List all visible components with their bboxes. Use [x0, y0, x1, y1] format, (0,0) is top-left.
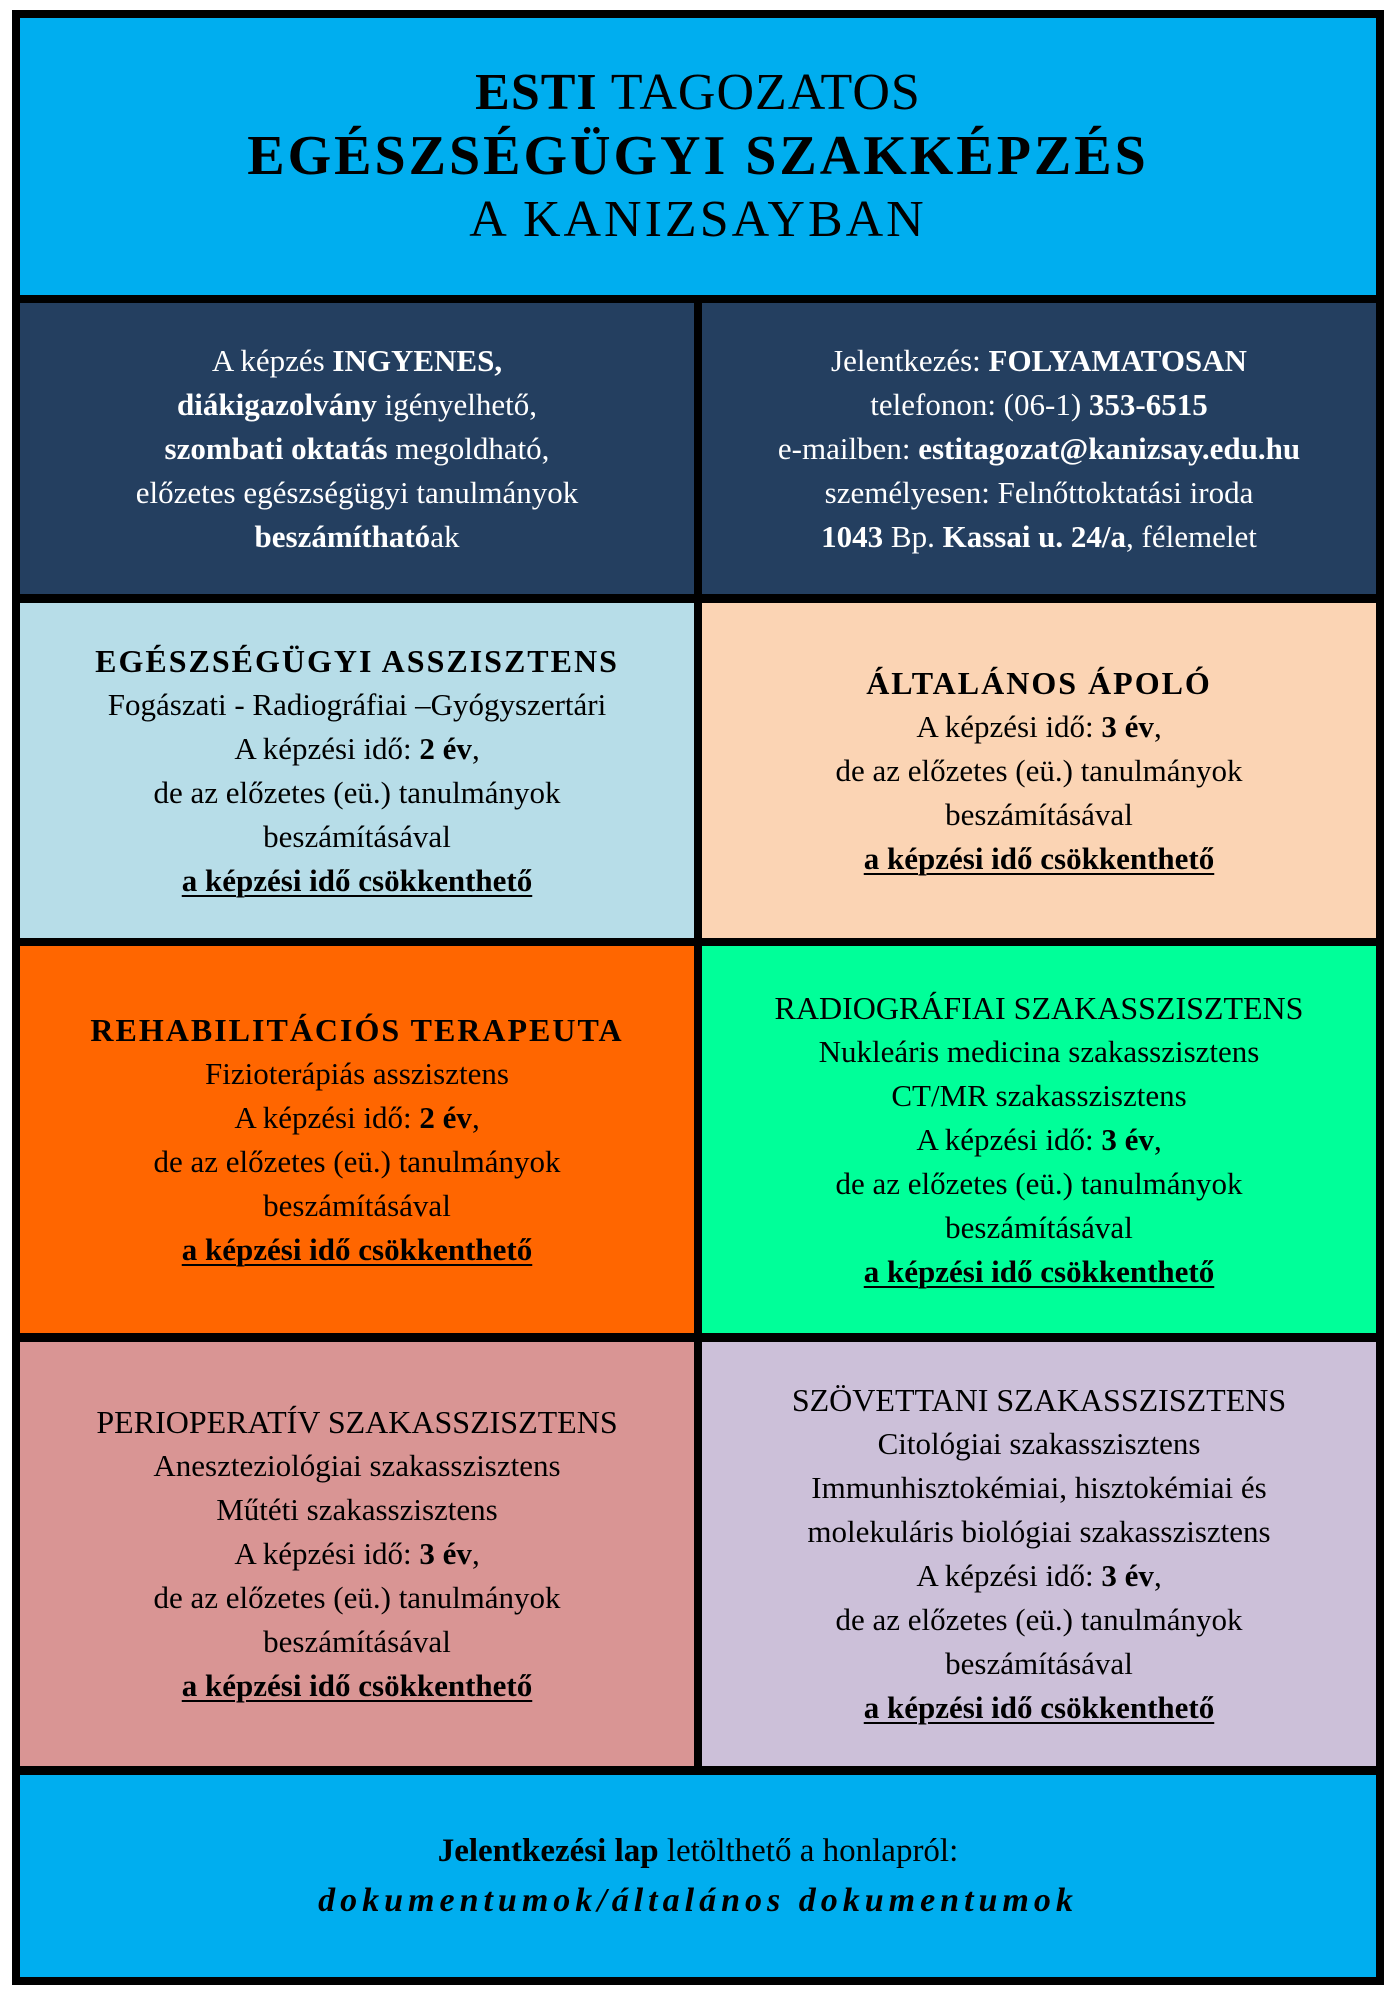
contact-email: e-mailben: estitagozat@kanizsay.edu.hu — [777, 430, 1301, 466]
program-specialization: Fogászati - Radiográfiai –Gyógyszertári — [107, 686, 607, 722]
header-line-1 — [475, 63, 921, 123]
application-status: Jelentkezés: FOLYAMATOSAN — [831, 342, 1247, 378]
poster-frame — [12, 10, 1384, 1985]
program-crediting: beszámításával — [263, 1624, 451, 1659]
header-line-3: A KANIZSAYBAN — [469, 190, 927, 248]
program-prior-studies: de az előzetes (eü.) tanulmányok — [835, 1165, 1243, 1201]
benefit-creditable: beszámíthatóak — [254, 518, 460, 554]
program-title: REHABILITÁCIÓS TERAPEUTA — [90, 1011, 624, 1048]
program-card-perioperativ-szakasszisztens — [20, 1342, 694, 1766]
program-specialization: molekuláris biológiai szakasszisztens — [807, 1514, 1271, 1549]
program-crediting: beszámításával — [945, 1209, 1133, 1245]
program-prior-studies: de az előzetes (eü.) tanulmányok — [835, 752, 1243, 788]
program-duration: A képzési idő: 3 év, — [234, 1536, 480, 1571]
contact-address: 1043 Bp. Kassai u. 24/a, félemelet — [821, 518, 1257, 554]
program-specialization: Aneszteziológiai szakasszisztens — [153, 1448, 561, 1483]
program-crediting: beszámításával — [945, 796, 1133, 832]
program-card-szovettani-szakasszisztens — [702, 1342, 1376, 1766]
benefit-free: A képzés INGYENES, — [211, 342, 503, 378]
program-title: RADIOGRÁFIAI SZAKASSZISZTENS — [774, 989, 1304, 1026]
program-duration: A képzési idő: 2 év, — [234, 730, 480, 766]
program-title: EGÉSZSÉGÜGYI ASSZISZTENS — [95, 642, 619, 679]
program-card-altalanos-apolo — [702, 603, 1376, 938]
benefit-student-id: diákigazolvány igényelhető, — [177, 386, 537, 422]
program-title: SZÖVETTANI SZAKASSZISZTENS — [791, 1382, 1287, 1418]
program-crediting: beszámításával — [263, 818, 451, 854]
program-reduce-note: a képzési idő csökkenthető — [863, 1690, 1215, 1725]
program-specialization: Nukleáris medicina szakasszisztens — [818, 1033, 1260, 1069]
program-duration: A képzési idő: 3 év, — [916, 1121, 1162, 1157]
header-line-2: EGÉSZSÉGÜGYI SZAKKÉPZÉS — [247, 124, 1149, 187]
header-esti: ESTI — [475, 63, 598, 121]
program-reduce-note: a képzési idő csökkenthető — [181, 1668, 533, 1703]
program-duration: A képzési idő: 2 év, — [234, 1099, 480, 1135]
email-link[interactable]: estitagozat@kanizsay.edu.hu — [918, 430, 1301, 466]
program-prior-studies: de az előzetes (eü.) tanulmányok — [153, 1143, 561, 1179]
contact-in-person: személyesen: Felnőttoktatási iroda — [824, 474, 1254, 510]
program-specialization: Műtéti szakasszisztens — [216, 1492, 498, 1527]
benefit-saturday: szombati oktatás megoldható, — [164, 430, 550, 466]
benefit-prior-studies: előzetes egészségügyi tanulmányok — [135, 474, 579, 510]
download-note: Jelentkezési lap letölthető a honlapról: — [437, 1833, 959, 1869]
phone-number[interactable]: 353-6515 — [1088, 386, 1208, 422]
benefits-panel — [20, 303, 694, 594]
program-reduce-note: a képzési idő csökkenthető — [181, 1231, 533, 1267]
program-specialization: Citológiai szakasszisztens — [877, 1426, 1201, 1461]
contact-panel — [702, 303, 1376, 594]
program-reduce-note: a képzési idő csökkenthető — [863, 840, 1215, 876]
program-specialization: CT/MR szakasszisztens — [891, 1077, 1187, 1113]
contact-phone: telefonon: (06-1) 353-6515 — [870, 386, 1208, 422]
documents-path: dokumentumok/általános dokumentumok — [318, 1882, 1078, 1919]
poster-header — [20, 18, 1376, 295]
program-prior-studies: de az előzetes (eü.) tanulmányok — [153, 1580, 561, 1615]
program-prior-studies: de az előzetes (eü.) tanulmányok — [835, 1602, 1243, 1637]
program-crediting: beszámításával — [945, 1646, 1133, 1681]
program-crediting: beszámításával — [263, 1187, 451, 1223]
program-duration: A képzési idő: 3 év, — [916, 1558, 1162, 1593]
program-card-rehabilitacios-terapeuta — [20, 946, 694, 1333]
program-reduce-note: a képzési idő csökkenthető — [181, 862, 533, 898]
program-prior-studies: de az előzetes (eü.) tanulmányok — [153, 774, 561, 810]
program-title: ÁLTALÁNOS ÁPOLÓ — [866, 664, 1212, 701]
program-reduce-note: a képzési idő csökkenthető — [863, 1253, 1215, 1289]
program-specialization: Fizioterápiás asszisztens — [205, 1055, 509, 1091]
program-card-egeszsegugyi-asszisztens — [20, 603, 694, 938]
poster-footer — [20, 1775, 1376, 1977]
program-specialization: Immunhisztokémiai, hisztokémiai és — [811, 1470, 1267, 1505]
program-duration: A képzési idő: 3 év, — [916, 708, 1162, 744]
program-title: PERIOPERATÍV SZAKASSZISZTENS — [96, 1404, 618, 1440]
header-tagozatos: TAGOZATOS — [597, 63, 921, 121]
program-card-radiografiai-szakasszisztens — [702, 946, 1376, 1333]
